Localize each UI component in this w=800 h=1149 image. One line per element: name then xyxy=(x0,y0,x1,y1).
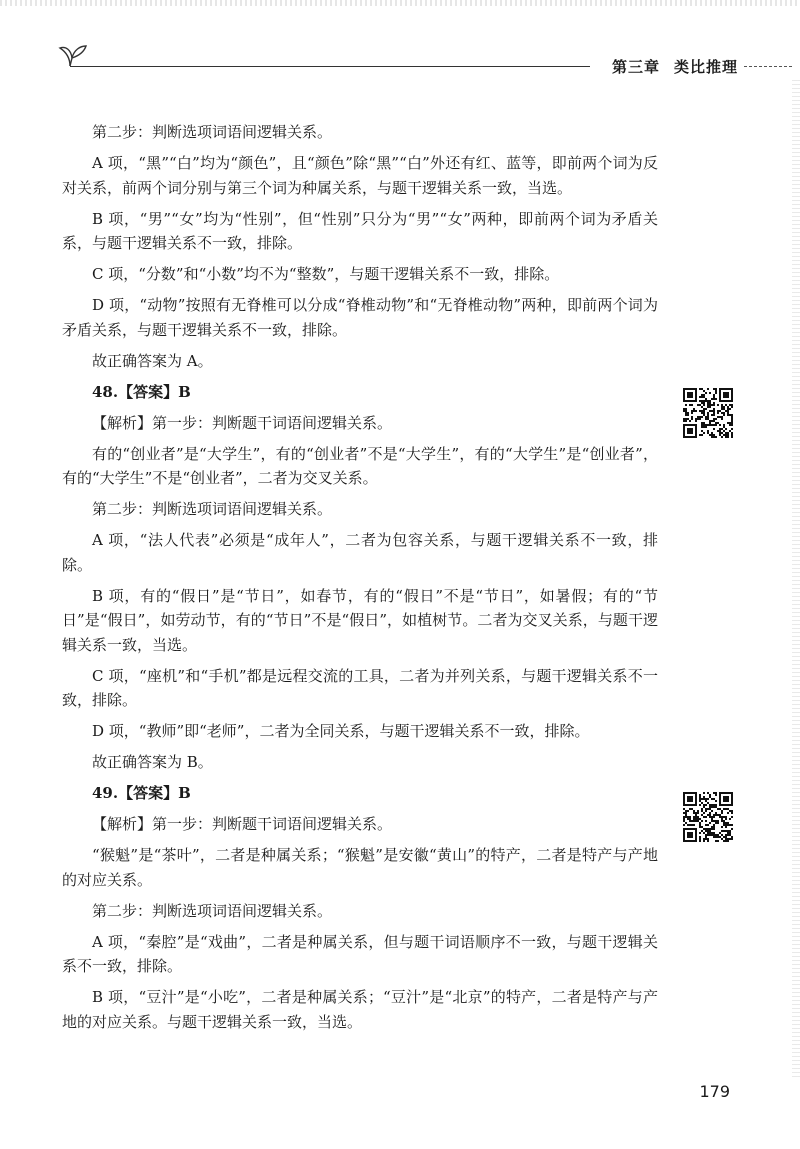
paragraph: B 项，有的“假日”是“节日”，如春节，有的“假日”不是“节日”，如暑假；有的“节日”是“假日”，如劳动节，有的“节日”不是“假日”，如植树节。二者为交叉关系，与题干逻辑关系一致，当选。 xyxy=(62,586,658,654)
header-rule xyxy=(70,66,590,67)
chapter-label: 第三章 xyxy=(611,58,660,76)
paragraph: A 项，“黑”“白”均为“颜色”，且“颜色”除“黑”“白”外还有红、蓝等，即前两个词为反对关系，前两个词分别与第三个词为种属关系，与题干逻辑关系一致，当选。 xyxy=(62,154,658,197)
paragraph: B 项，“男”“女”均为“性别”，但“性别”只分为“男”“女”两种，即前两个词为矛盾关系，与题干逻辑关系不一致，排除。 xyxy=(62,209,658,252)
paragraph: B 项，“豆汁”是“小吃”，二者是种属关系；“豆汁”是“北京”的特产，二者是特产与产地的对应关系。与题干逻辑关系一致，当选。 xyxy=(62,988,658,1031)
qr-code-icon xyxy=(683,388,733,438)
chapter-title: 类比推理 xyxy=(673,58,738,76)
paragraph: C 项，“分数”和“小数”均不为“整数”，与题干逻辑关系不一致，排除。 xyxy=(92,265,560,283)
main-content xyxy=(62,120,658,1041)
paragraph: 第二步：判断选项词语间逻辑关系。 xyxy=(92,123,333,141)
qr-code-icon xyxy=(683,792,733,842)
paragraph: 有的“创业者”是“大学生”，有的“创业者”不是“大学生”，有的“大学生”是“创业者”，有的“大学生”不是“创业者”，二者为交叉关系。 xyxy=(62,444,658,487)
paragraph: 48.【答案】B xyxy=(92,382,191,401)
header-dash-rule xyxy=(744,66,792,67)
leaf-icon xyxy=(58,36,88,70)
scan-edge-top xyxy=(0,0,800,6)
paragraph: 49.【答案】B xyxy=(92,784,191,802)
paragraph: 故正确答案为 B。 xyxy=(92,753,213,771)
paragraph: 【解析】第一步：判断题干词语间逻辑关系。 xyxy=(92,815,393,833)
page-number: 179 xyxy=(699,1082,730,1101)
scan-edge-right xyxy=(792,80,800,1080)
paragraph: 第二步：判断选项词语间逻辑关系。 xyxy=(92,901,333,920)
paragraph: “猴魁”是“茶叶”，二者是种属关系；“猴魁”是安徽“黄山”的特产，二者是特产与产地的对应关系。 xyxy=(62,846,658,889)
paragraph: 故正确答案为 A。 xyxy=(92,351,213,370)
paragraph: A 项，“法人代表”必须是“成年人”，二者为包容关系，与题干逻辑关系不一致，排除。 xyxy=(62,531,658,574)
paragraph: 第二步：判断选项词语间逻辑关系。 xyxy=(92,500,333,518)
paragraph: 【解析】第一步：判断题干词语间逻辑关系。 xyxy=(92,413,393,432)
paragraph: C 项，“座机”和“手机”都是远程交流的工具，二者为并列关系，与题干逻辑关系不一致，排除。 xyxy=(62,666,658,709)
paragraph: A 项，“秦腔”是“戏曲”，二者是种属关系，但与题干词语顺序不一致，与题干逻辑关系不一致，排除。 xyxy=(62,932,658,975)
paragraph: D 项，“教师”即“老师”，二者为全同关系，与题干逻辑关系不一致，排除。 xyxy=(92,722,590,740)
paragraph: D 项，“动物”按照有无脊椎可以分成“脊椎动物”和“无脊椎动物”两种，即前两个词为矛盾关系，与题干逻辑关系不一致，排除。 xyxy=(62,296,658,339)
running-header xyxy=(612,56,738,77)
